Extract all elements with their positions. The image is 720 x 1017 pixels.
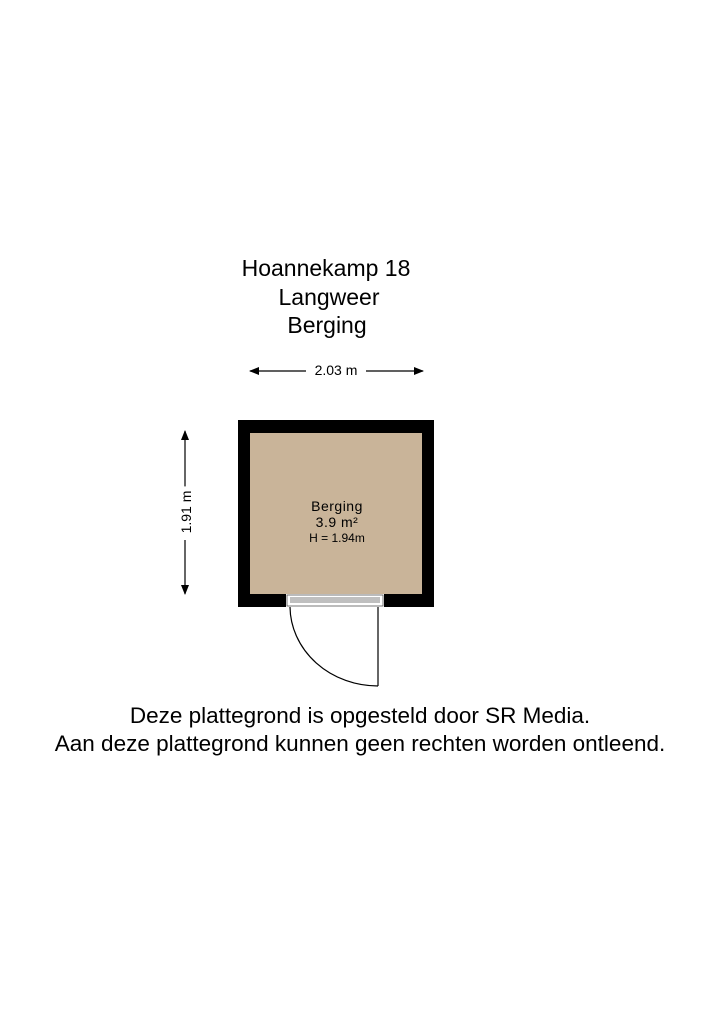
footer-disclaimer-1: Deze plattegrond is opgesteld door SR Media. — [129, 703, 591, 728]
door-opening — [286, 594, 384, 607]
height-label: 1.91 m — [178, 487, 194, 538]
room-area: 3.9 m² — [315, 514, 359, 530]
room-height: H = 1.94m — [309, 531, 365, 545]
door-swing — [290, 607, 378, 686]
city-title: Langweer — [278, 284, 380, 310]
address-title: Hoannekamp 18 — [241, 255, 411, 281]
footer-disclaimer-2: Aan deze plattegrond kunnen geen rechten worden ontleend. — [54, 731, 666, 756]
floor-title: Berging — [287, 312, 367, 338]
room-name: Berging — [311, 498, 363, 514]
width-label: 2.03 m — [311, 362, 362, 378]
